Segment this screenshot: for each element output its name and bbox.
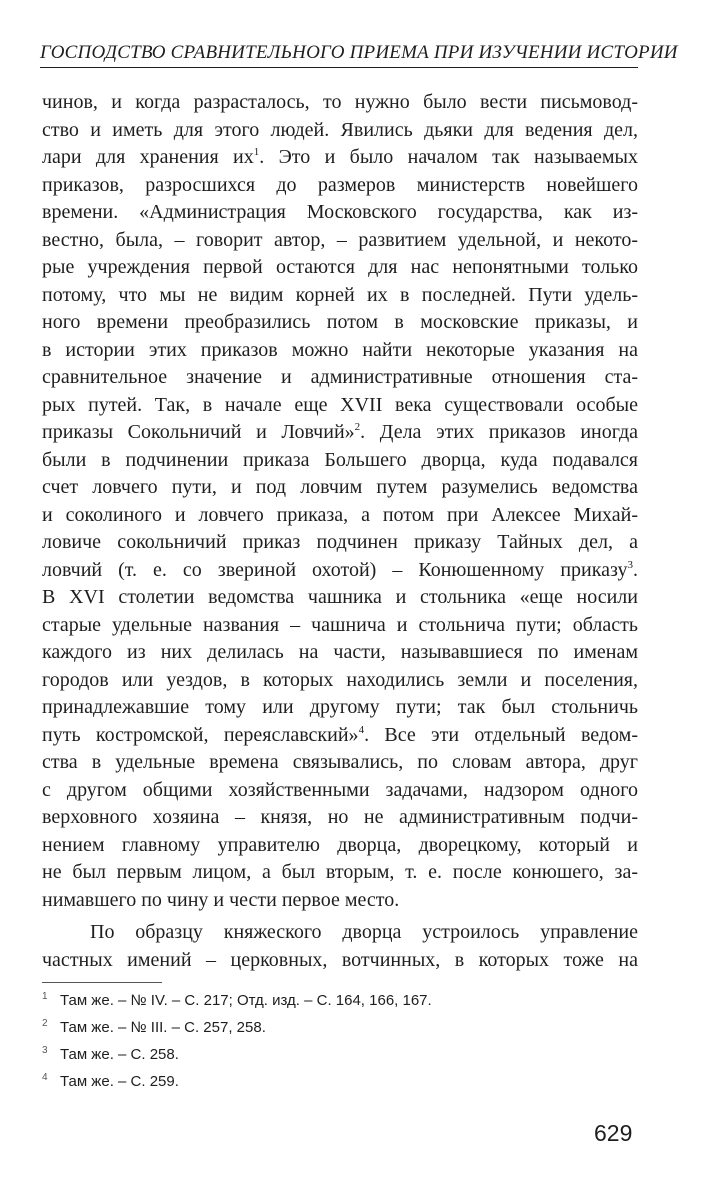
text-line: ловиче сокольничий приказ подчинен приказу Тайных дел, а — [42, 531, 638, 553]
footnote-number: 2 — [42, 1018, 48, 1029]
footnote-number: 4 — [42, 1072, 48, 1083]
text-line: ловчий (т. е. со звериной охотой) – Конюшенному приказу$^3$. — [42, 558, 638, 581]
text-line: не был первым лицом, а был вторым, т. е. после конюшего, за- — [42, 861, 638, 883]
text-line: сравнительное значение и административные отношения ста- — [42, 366, 638, 388]
footnote-text: Там же. – № IV. – С. 217; Отд. изд. – С. 164, 166, 167. — [60, 992, 432, 1009]
footnote-2 — [42, 1018, 266, 1036]
text-line: лари для хранения $их^1$. Это и было началом так называемых — [42, 146, 638, 168]
text-line: ства в удельные времена связывались, по словам автора, друг — [42, 751, 638, 773]
text-line: в истории этих приказов можно найти некоторые указания на — [42, 338, 638, 361]
text-line: приказы Сокольничий и Ловчий»$^2$. Дела этих приказов иногда — [42, 421, 638, 443]
text-line: чинов, и когда разрасталось, то нужно было вести письмовод- — [42, 91, 638, 113]
running-head: ГОСПОДСТВО СРАВНИТЕЛЬНОГО ПРИЕМА ПРИ ИЗУЧЕНИИ ИСТОРИИ — [40, 42, 678, 63]
footnote-ref-3: 3 — [627, 558, 633, 571]
footnote-number: 3 — [42, 1045, 48, 1056]
footnote-number: 1 — [42, 991, 48, 1002]
paragraph-2 — [42, 919, 638, 974]
footnote-text: Там же. – № III. – С. 257, 258. — [60, 1019, 266, 1036]
footnote-3 — [42, 1045, 179, 1063]
text-line: путь костромской, переяславский»$^4$. Все эти отдельный ведом- — [42, 723, 638, 746]
footnote-ref-2: 2 — [354, 421, 361, 433]
text-line: нением главному управителю дворца, дворецкому, который и — [42, 833, 638, 856]
text-line: потому, что мы не видим корней их в последней. Пути удель- — [42, 283, 638, 306]
footnote-4 — [42, 1072, 179, 1090]
text-line: По образцу княжеского дворца устроилось управление — [90, 921, 638, 943]
text-line: времени. «Администрация Московского государства, как из- — [42, 201, 638, 223]
text-line: нимавшего по чину и чести первое место. — [42, 888, 400, 911]
footnote-ref-1: 1 — [253, 146, 260, 158]
main-text — [42, 89, 638, 974]
text-line: вестно, была, – говорит автор, – развитием удельной, и некото- — [42, 228, 638, 251]
text-line: ство и иметь для этого людей. Явились дьяки для ведения дел, — [42, 118, 638, 141]
text-line: рые учреждения первой остаются для нас непонятными только — [42, 256, 638, 278]
text-line: были в подчинении приказа Большего дворца, куда подавался — [42, 448, 638, 471]
paragraph-1 — [42, 89, 638, 914]
text-line: счет ловчего пути, и под ловчим путем разумелись ведомства — [42, 476, 638, 498]
footnote-text: Там же. – С. 259. — [60, 1073, 179, 1090]
text-line: приказов, разросшихся до размеров министерств новейшего — [42, 173, 638, 196]
text-line: верховного хозяина – князя, но не административным подчи- — [42, 806, 638, 828]
text-line: принадлежавшие тому или другому пути; так был стольничь — [42, 696, 638, 718]
text-line: городов или уездов, в которых находились земли и поселения, — [42, 668, 638, 691]
text-line: старые удельные названия – чашнича и стольнича пути; область — [42, 613, 638, 636]
text-line: ного времени преобразились потом в московские приказы, и — [42, 311, 638, 333]
footnote-rule — [42, 982, 162, 983]
footnote-text: Там же. – С. 258. — [60, 1046, 179, 1063]
page-number: 629 — [594, 1120, 633, 1146]
text-line: В XVI столетии ведомства чашника и стольника «еще носили — [42, 586, 638, 608]
footnote-ref-4: 4 — [358, 723, 365, 736]
text-line: и соколиного и ловчего приказа, а потом при Алексее Михай- — [42, 503, 638, 526]
text-line: с другом общими хозяйственными задачами, надзором одного — [42, 778, 638, 801]
text-line: каждого из них делилась на части, называвшиеся по именам — [42, 641, 638, 663]
text-line: рых путей. Так, в начале еще XVII века существовали особые — [42, 393, 638, 416]
footnote-1 — [42, 991, 432, 1009]
text-line: частных имений – церковных, вотчинных, в которых тоже на — [42, 948, 638, 971]
header-rule — [40, 67, 638, 68]
